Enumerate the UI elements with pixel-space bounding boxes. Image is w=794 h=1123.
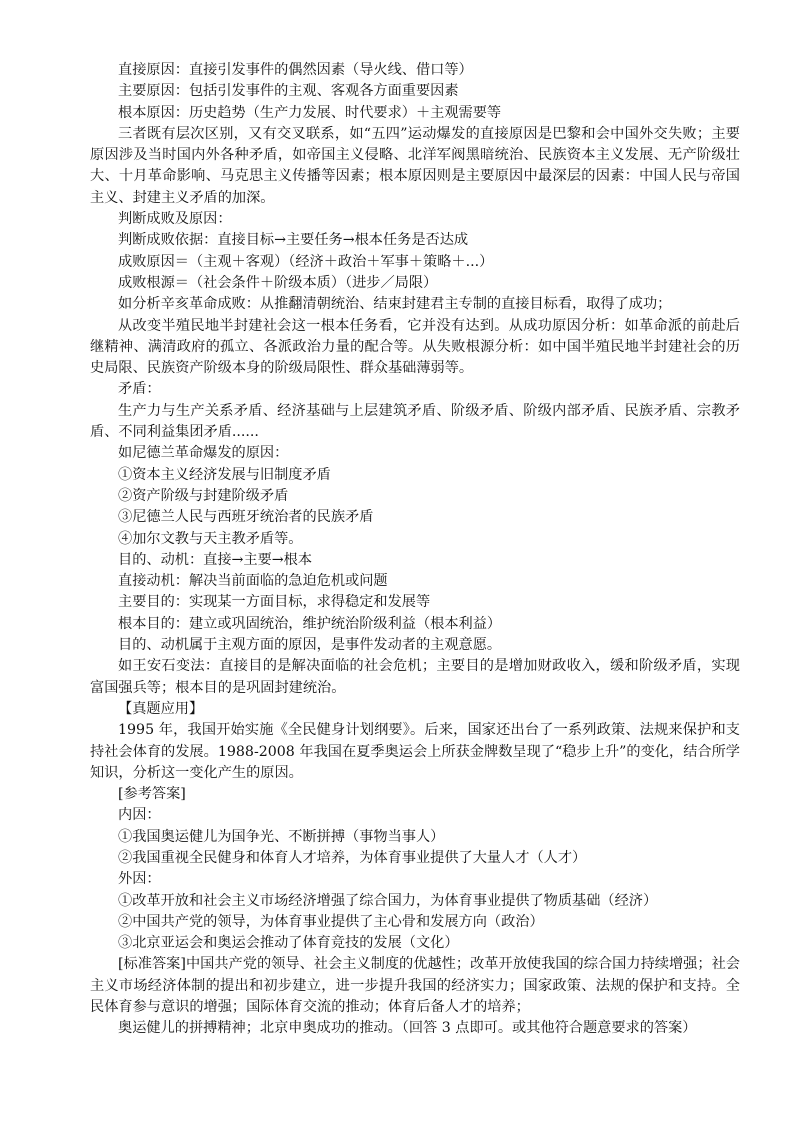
paragraph: ③北京亚运会和奥运会推动了体育竞技的发展（文化） bbox=[118, 935, 459, 952]
paragraph: ①资本主义经济发展与旧制度矛盾 bbox=[118, 466, 331, 483]
paragraph: 如分析辛亥革命成败：从推翻清朝统治、结束封建君主专制的直接目标看，取得了成功； bbox=[118, 296, 672, 313]
paragraph: 主要目的：实现某一方面目标，求得稳定和发展等 bbox=[118, 594, 431, 611]
paragraph: 目的、动机：直接→主要→根本 bbox=[118, 551, 313, 568]
paragraph: 主要原因：包括引发事件的主观、客观各方面重要因素 bbox=[118, 83, 459, 100]
paragraph: 三者既有层次区别，又有交叉联系，如“五四”运动爆发的直接原因是巴黎和会中国外交失败；主要原因涉及当时国内外各种矛盾，如帝国主义侵略、北洋军阀黑暗统治、民族资本主义发展、无产阶级壮大、十月革命影响、马克思主义传播等因素；根本原因则是主要原因中最深层的因素：中国人民与帝国主义、封建主义矛盾的加深。 bbox=[90, 125, 740, 206]
paragraph: 成败根源＝（社会条件＋阶级本质）（进步／局限） bbox=[118, 274, 438, 291]
paragraph: 目的、动机属于主观方面的原因，是事件发动者的主观意愿。 bbox=[118, 637, 502, 654]
paragraph: ②资产阶级与封建阶级矛盾 bbox=[118, 487, 289, 504]
paragraph: 从改变半殖民地半封建社会这一根本任务看，它并没有达到。从成功原因分析：如革命派的前赴后继精神、满清政府的孤立、各派政治力量的配合等。从失败根源分析：如中国半殖民地半封建社会的历史局限、民族资产阶级本身的阶级局限性、群众基础薄弱等。 bbox=[90, 317, 740, 377]
paragraph: 外因： bbox=[118, 871, 161, 888]
paragraph: ②中国共产党的领导，为体育事业提供了主心骨和发展方向（政治） bbox=[118, 913, 544, 930]
paragraph: 如王安石变法：直接目的是解决面临的社会危机；主要目的是增加财政收入，缓和阶级矛盾，实现富国强兵等；根本目的是巩固封建统治。 bbox=[90, 658, 740, 696]
paragraph: 如尼德兰革命爆发的原因： bbox=[118, 445, 289, 462]
paragraph: ②我国重视全民健身和体育人才培养，为体育事业提供了大量人才（人才） bbox=[118, 849, 587, 866]
paragraph: ③尼德兰人民与西班牙统治者的民族矛盾 bbox=[118, 509, 374, 526]
paragraph: 矛盾： bbox=[118, 381, 161, 398]
paragraph: 根本目的：建立或巩固统治，维护统治阶级利益（根本利益） bbox=[118, 615, 502, 632]
paragraph: 生产力与生产关系矛盾、经济基础与上层建筑矛盾、阶级矛盾、阶级内部矛盾、民族矛盾、宗教矛盾、不同利益集团矛盾...... bbox=[90, 402, 740, 441]
paragraph: 内因： bbox=[118, 807, 161, 824]
paragraph: ④加尔文教与天主教矛盾等。 bbox=[118, 530, 303, 547]
paragraph: 成败原因＝（主观＋客观）（经济＋政治＋军事＋策略＋...） bbox=[118, 253, 494, 270]
paragraph: 【真题应用】 bbox=[118, 700, 204, 717]
paragraph: 奥运健儿的拼搏精神；北京申奥成功的推动。（回答 3 点即可。或其他符合题意要求的答案） bbox=[118, 1020, 697, 1037]
paragraph: 根本原因：历史趋势（生产力发展、时代要求）＋主观需要等 bbox=[118, 104, 502, 121]
paragraph: ①改革开放和社会主义市场经济增强了综合国力，为体育事业提供了物质基础（经济） bbox=[118, 892, 658, 909]
paragraph: ①我国奥运健儿为国争光、不断拼搏（事物当事人） bbox=[118, 828, 445, 845]
paragraph: [参考答案] bbox=[118, 786, 186, 803]
document-page bbox=[90, 60, 740, 1040]
paragraph: 1995 年，我国开始实施《全民健身计划纲要》。后来，国家还出台了一系列政策、法规来保护和支持社会体育的发展。1988-2008 年我国在夏季奥运会上所获金牌数呈现了“稳步上升”的变化，结合所学知识，分析这一变化产生的原因。 bbox=[90, 722, 740, 781]
paragraph: 判断成败依据：直接目标→主要任务→根本任务是否达成 bbox=[118, 232, 469, 249]
paragraph: 直接动机：解决当前面临的急迫危机或问题 bbox=[118, 573, 388, 590]
paragraph: 直接原因：直接引发事件的偶然因素（导火线、借口等） bbox=[118, 62, 473, 78]
paragraph: [标准答案]中国共产党的领导、社会主义制度的优越性；改革开放使我国的综合国力持续增强；社会主义市场经济体制的提出和初步建立，进一步提升我国的经济实力；国家政策、法规的保护和支持。全民体育参与意识的增强；国际体育交流的推动；体育后备人才的培养； bbox=[90, 956, 740, 1016]
paragraph: 判断成败及原因： bbox=[118, 211, 232, 228]
